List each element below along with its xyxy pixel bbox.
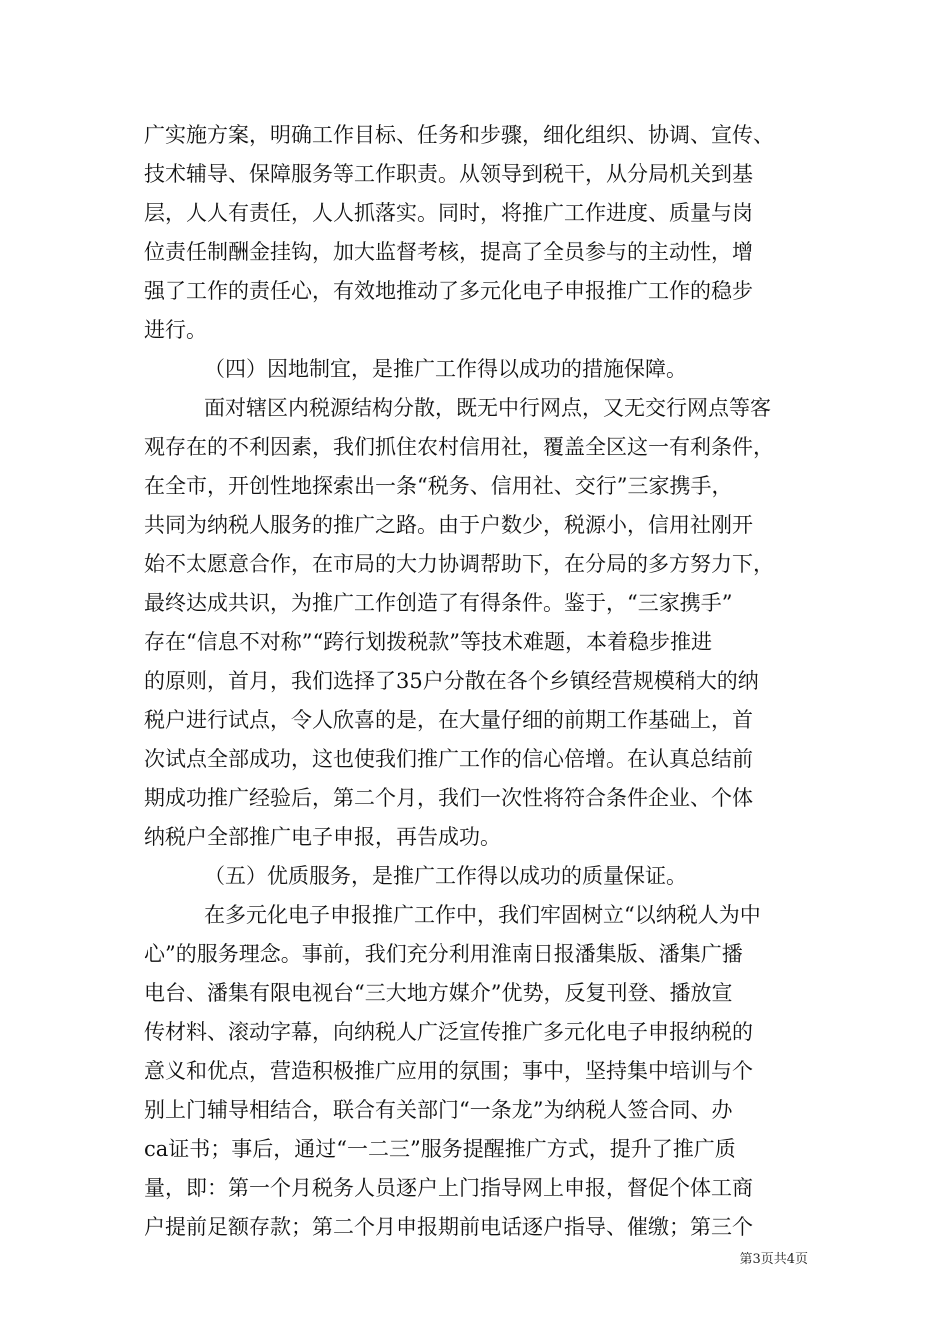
text-line: 期成功推广经验后，第二个月，我们一次性将符合条件企业、个体 (144, 786, 753, 810)
text-line: 存在“信息不对称”“跨行划拨税款”等技术难题，本着稳步推进 (144, 630, 712, 654)
text-line: 共同为纳税人服务的推广之路。由于户数少，税源小，信用社刚开 (144, 513, 753, 537)
text-line: 在全市，开创性地探索出一条“税务、信用社、交行”三家携手， (144, 474, 733, 498)
text-line: 传材料、滚动字幕，向纳税人广泛宣传推广多元化电子申报纳税的 (144, 1020, 753, 1044)
text-line: 层，人人有责任，人人抓落实。同时，将推广工作进度、质量与岗 (144, 201, 753, 225)
text-line: 进行。 (144, 318, 207, 342)
text-line: 始不太愿意合作，在市局的大力协调帮助下，在分局的多方努力下， (144, 552, 774, 576)
section-heading-4: （四）因地制宜，是推广工作得以成功的措施保障。 (204, 357, 687, 381)
text-line: 纳税户全部推广电子申报，再告成功。 (144, 825, 501, 849)
text-line: 的原则，首月，我们选择了35户分散在各个乡镇经营规模稍大的纳 (144, 669, 759, 693)
text-line: 广实施方案，明确工作目标、任务和步骤，细化组织、协调、宣传、 (144, 123, 774, 147)
text-line: 别上门辅导相结合，联合有关部门“一条龙”为纳税人签合同、办 (144, 1098, 733, 1122)
text-line: ca证书；事后，通过“一二三”服务提醒推广方式，提升了推广质 (144, 1137, 736, 1161)
text-line: 电台、潘集有限电视台“三大地方媒介”优势，反复刊登、播放宣 (144, 981, 733, 1005)
text-line: 意义和优点，营造积极推广应用的氛围；事中，坚持集中培训与个 (144, 1059, 753, 1083)
text-line: 税户进行试点，令人欣喜的是，在大量仔细的前期工作基础上，首 (144, 708, 753, 732)
body-text (144, 116, 816, 1247)
text-line: 在多元化电子申报推广工作中，我们牢固树立“以纳税人为中 (204, 903, 761, 927)
text-line: 心”的服务理念。事前，我们充分利用淮南日报潘集版、潘集广播 (144, 942, 743, 966)
text-line: 最终达成共识，为推广工作创造了有得条件。鉴于，“三家携手” (144, 591, 733, 615)
text-line: 强了工作的责任心，有效地推动了多元化电子申报推广工作的稳步 (144, 279, 753, 303)
text-line: 技术辅导、保障服务等工作职责。从领导到税干，从分局机关到基 (144, 162, 753, 186)
text-line: 户提前足额存款；第二个月申报期前电话逐户指导、催缴；第三个 (144, 1215, 753, 1239)
text-line: 次试点全部成功，这也使我们推广工作的信心倍增。在认真总结前 (144, 747, 753, 771)
text-line: 面对辖区内税源结构分散，既无中行网点，又无交行网点等客 (204, 396, 771, 420)
page-number: 第3页共4页 (739, 1252, 808, 1267)
section-heading-5: （五）优质服务，是推广工作得以成功的质量保证。 (204, 864, 687, 888)
text-line: 位责任制酬金挂钩，加大监督考核，提高了全员参与的主动性，增 (144, 240, 753, 264)
text-line: 量，即：第一个月税务人员逐户上门指导网上申报，督促个体工商 (144, 1176, 753, 1200)
text-line: 观存在的不利因素，我们抓住农村信用社，覆盖全区这一有利条件， (144, 435, 774, 459)
